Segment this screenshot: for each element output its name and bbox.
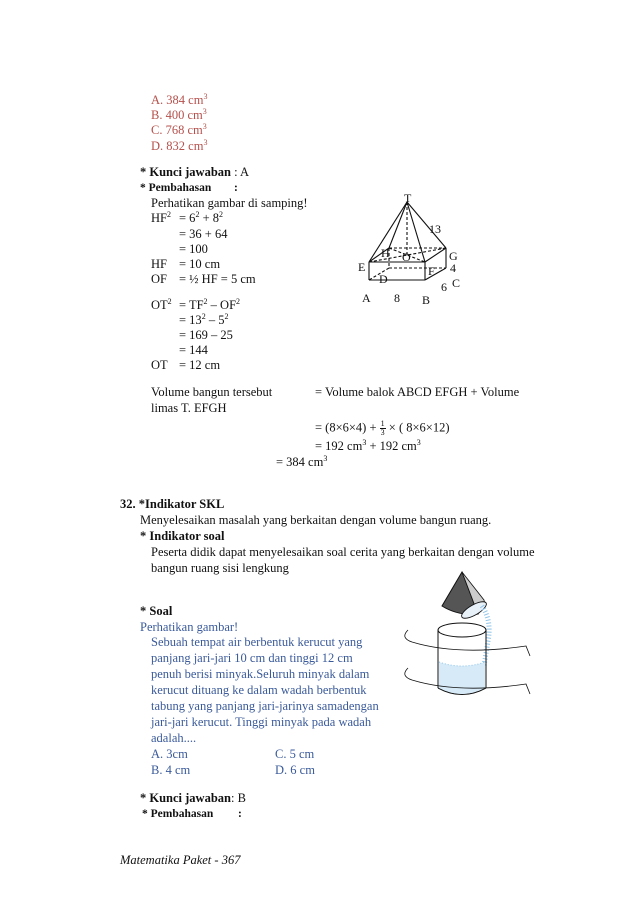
soal-line-5: tabung yang panjang jari-jarinya samadengan — [151, 699, 379, 713]
skl-text: Menyelesaikan masalah yang berkaitan dengan volume bangun ruang. — [140, 513, 492, 527]
label-b: B — [422, 293, 431, 307]
volume-calc-1: = (8×6×4) + $\frac{1}{3}$ × ( 8×6×12) — [315, 419, 450, 437]
volume-result: = 384 $cm^3$ — [276, 454, 328, 469]
ot-square-eq4: = 144 — [179, 343, 208, 357]
soal-line-3: penuh berisi minyak.Seluruh minyak dalam — [151, 667, 370, 681]
q32-discussion-label: * Pembahasan — [142, 808, 214, 820]
label-13: 13 — [429, 222, 441, 236]
soal-indicator-line-1: Peserta didik dapat menyelesaikan soal cerita yang berkaitan dengan volume — [151, 545, 535, 559]
volume-label: Volume bangun tersebut — [151, 385, 273, 399]
hf-square-lhs: $HF^2$ — [151, 210, 171, 225]
volume-equation: = Volume balok ABCD EFGH + Volume — [315, 385, 520, 399]
soal-line-4: kerucut dituang ke dalam wadah berbentuk — [151, 683, 367, 697]
q32-title: 32. *Indikator SKL — [120, 497, 225, 511]
hf-value: = 10 cm — [179, 257, 221, 271]
soal-label: * Soal — [140, 604, 173, 618]
ot-square-eq1: = $TF^2 - OF^2$ — [179, 297, 241, 312]
label-o: O — [402, 250, 411, 264]
ot-square-lhs: $OT^2$ — [151, 297, 172, 312]
soal-indicator-label: * Indikator soal — [140, 529, 225, 543]
q32-answer-key: * Kunci jawaban: B — [140, 791, 246, 805]
label-a: A — [362, 291, 371, 305]
label-d: D — [379, 272, 388, 286]
of-lhs: OF — [151, 272, 167, 286]
label-6: 6 — [441, 280, 447, 294]
answer-key: * Kunci jawaban : A — [140, 165, 250, 179]
option-b-32: B. 4 cm — [151, 763, 191, 777]
label-g: G — [449, 249, 458, 263]
pyramid-cuboid-figure — [355, 190, 475, 308]
label-4: 4 — [450, 261, 456, 275]
soal-line-6: jari-jari kerucut. Tinggi minyak pada wadah — [151, 715, 372, 729]
soal-line-0: Perhatikan gambar! — [140, 620, 239, 634]
label-8: 8 — [394, 291, 400, 305]
volume-calc-2: = 192 $cm^3 + 192$ $cm^3$ — [315, 438, 421, 453]
option-c-32: C. 5 cm — [275, 747, 315, 761]
option-d: D. 832 $cm^3$ — [151, 138, 208, 153]
soal-line-2: panjang jari-jari 10 cm dan tinggi 12 cm — [151, 651, 353, 665]
volume-continuation: limas T. EFGH — [151, 401, 227, 415]
ot-square-eq2: = $13^2 - 5^2$ — [179, 312, 229, 327]
soal-indicator-line-2: bangun ruang sisi lengkung — [151, 561, 289, 575]
intro-text: Perhatikan gambar di samping! — [151, 196, 308, 210]
of-value: = ½ HF = 5 cm — [179, 272, 256, 286]
discussion-label: * Pembahasan — [140, 182, 212, 194]
cone-cylinder-figure — [398, 566, 548, 706]
option-a-32: A. 3cm — [151, 747, 188, 761]
page-footer: Matematika Paket - 367 — [120, 853, 241, 867]
ot-value: = 12 cm — [179, 358, 221, 372]
q32-discussion-colon: : — [238, 808, 242, 820]
option-d-32: D. 6 cm — [275, 763, 315, 777]
ot-square-eq3: = 169 – 25 — [179, 328, 233, 342]
option-c: C. 768 $cm^3$ — [151, 122, 207, 137]
hf-square-eq1: = $6^2 + 8^2$ — [179, 210, 223, 225]
option-a: A. 384 $cm^3$ — [151, 92, 208, 107]
label-f: F — [428, 264, 435, 278]
label-c: C — [452, 276, 461, 290]
one-third-fraction: $\frac{1}{3}$ — [380, 419, 385, 437]
label-t: T — [404, 191, 412, 205]
label-e: E — [358, 260, 366, 274]
label-h: H — [381, 246, 390, 260]
option-b: B. 400 $cm^3$ — [151, 107, 207, 122]
hf-square-eq3: = 100 — [179, 242, 208, 256]
hf-square-eq2: = 36 + 64 — [179, 227, 228, 241]
discussion-colon: : — [234, 182, 238, 194]
soal-line-7: adalah.... — [151, 731, 197, 745]
hf-lhs: HF — [151, 257, 167, 271]
ot-lhs: OT — [151, 358, 168, 372]
soal-line-1: Sebuah tempat air berbentuk kerucut yang — [151, 635, 363, 649]
